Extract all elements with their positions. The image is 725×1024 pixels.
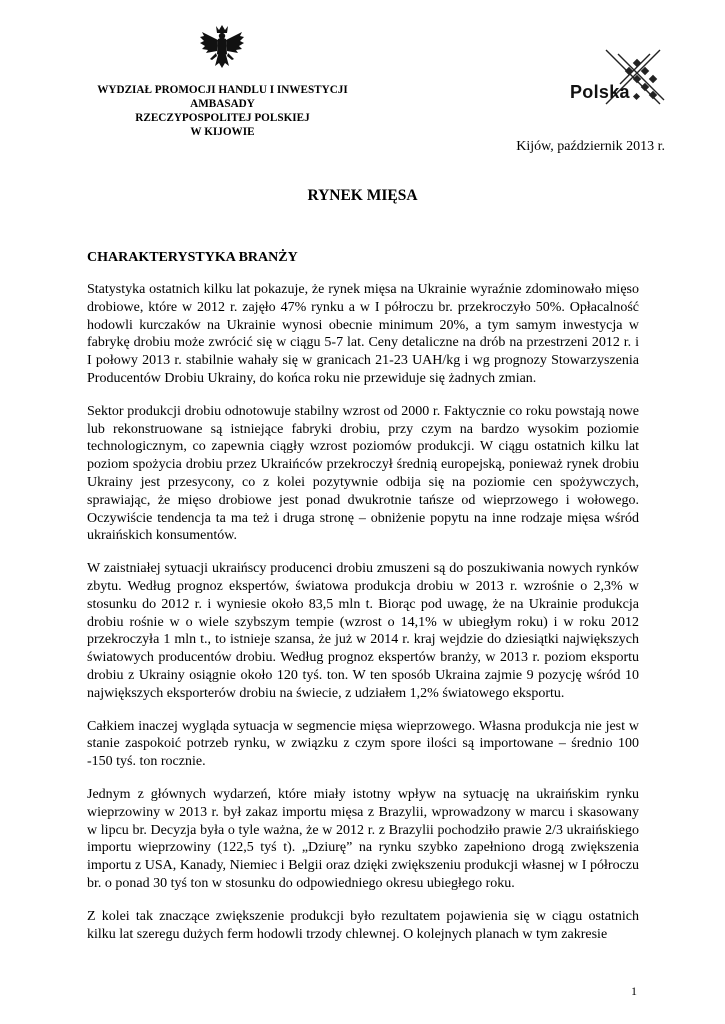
org-line: AMBASADY [190,98,255,110]
white-eagle-icon [196,22,248,74]
paragraph: Sektor produkcji drobiu odnotowuje stabilny wzrost od 2000 r. Faktycznie co roku powstają nowe lub rekonstruowane są istniejące fabryki drobiu, przy czym na bardzo wysokim poziomie technologicznym, co zapewnia ciągły wzrost poziomów produkcji. W ciągu ostatnich kilku lat poziom spożycia drobiu przez Ukraińców przekroczył średnią europejską, ponieważ rynek drobiu Ukrainy jest przesycony, co z kolei pozytywnie odbija się na poziomie cen spożywczych, sprawiając, że mięso drobiowe jest ponad dwukrotnie tańsze od wieprzowego i wołowego. Oczywiście tendencja ta ma też i druga stronę – obniżenie popytu na inne rodzaje mięsa wśród ukraińskich konsumentów. [87,403,639,544]
paragraph: Statystyka ostatnich kilku lat pokazuje, że rynek mięsa na Ukrainie wyraźnie zdominowało mięso drobiowe, które w 2012 r. zajęło 47% rynku a w I półroczu br. przekroczyło 50%. Opłacalność hodowli kurczaków na Ukrainie wynosi obecnie minimum 20%, a tym samym inwestycja w fabrykę drobiu może zwrócić się w ciągu 5-7 lat. Ceny detaliczne na drób na przestrzeni 2012 r. i I połowy 2013 r. stabilnie wahały się w granicach 21-23 UAH/kg i wg prognozy Stowarzyszenia Producentów Drobiu Ukrainy, do końca roku nie przewiduje się żadnych zmian. [87,282,639,386]
org-line: RZECZYPOSPOLITEJ POLSKIEJ [135,112,310,124]
paragraph: W zaistniałej sytuacji ukraińscy producenci drobiu zmuszeni są do poszukiwania nowych rynków zbytu. Według prognoz ekspertów, światowa produkcja drobiu w 2013 r. wzrośnie o 2,3% w stosunku do 2012 r. i wyniesie około 83,5 mln t. Biorąc pod uwagę, że na Ukrainie produkcja drobiu rośnie w o wiele szybszym tempie (wzrost o 14,1% w ubiegłym roku) i w roku 2012 przekroczyła 1 mln t., to istnieje szansa, że już w 2014 r. kraj wejdzie do dziesiątki największych światowych producentów drobiu. Według prognoz ekspertów branży, w 2013 r. poziom eksportu drobiu z Ukrainy osiągnie około 120 tyś. ton. W ten sposób Ukraina zajmie 9 pozycję wśród 10 największych eksporterów drobiu na świecie, z udziałem 1,2% światowego eksportu. [87,561,639,701]
organization-name [80,83,365,139]
place-date: Kijów, październik 2013 r. [516,139,665,154]
document-body [87,281,639,958]
page-number: 1 [631,984,637,998]
org-line: WYDZIAŁ PROMOCJI HANDLU I INWESTYCJI [97,84,348,96]
org-line: W KIJOWIE [190,126,255,138]
paragraph: Jednym z głównych wydarzeń, które miały istotny wpływ na sytuację na ukraińskim rynku wieprzowiny w 2013 r. był zakaz importu mięsa z Brazylii, wprowadzony w marcu i skasowany w lipcu br. Decyzja była o tyle ważna, że w 2012 r. z Brazylii pochodziło prawie 2/3 ukraińskiego importu wieprzowiny (122,5 tyś t). „Dziurę” na rynku szybko zapełniono drogą zwiększenia importu z USA, Kanady, Niemiec i Belgii oraz dzięki zwiększeniu produkcji własnej w I półroczu br. o ponad 30 tyś ton w stosunku do odpowiedniego okresu ubiegłego roku. [87,786,639,891]
paragraph: Całkiem inaczej wygląda sytuacja w segmencie mięsa wieprzowego. Własna produkcja nie jest w stanie zaspokoić potrzeb rynku, w związku z czym spore ilości są importowane – średnio 100 -150 tyś. ton rocznie. [87,718,639,770]
page-title: RYNEK MIĘSA [307,187,418,204]
section-heading: CHARAKTERYSTYKA BRANŻY [87,250,298,265]
paragraph: Z kolei tak znaczące zwiększenie produkcji było rezultatem pojawienia się w ciągu ostatnich kilku lat szeregu dużych ferm hodowli trzody chlewnej. O kolejnych planach w tym zakresie [87,908,639,942]
brand-text: Polska [570,82,630,102]
